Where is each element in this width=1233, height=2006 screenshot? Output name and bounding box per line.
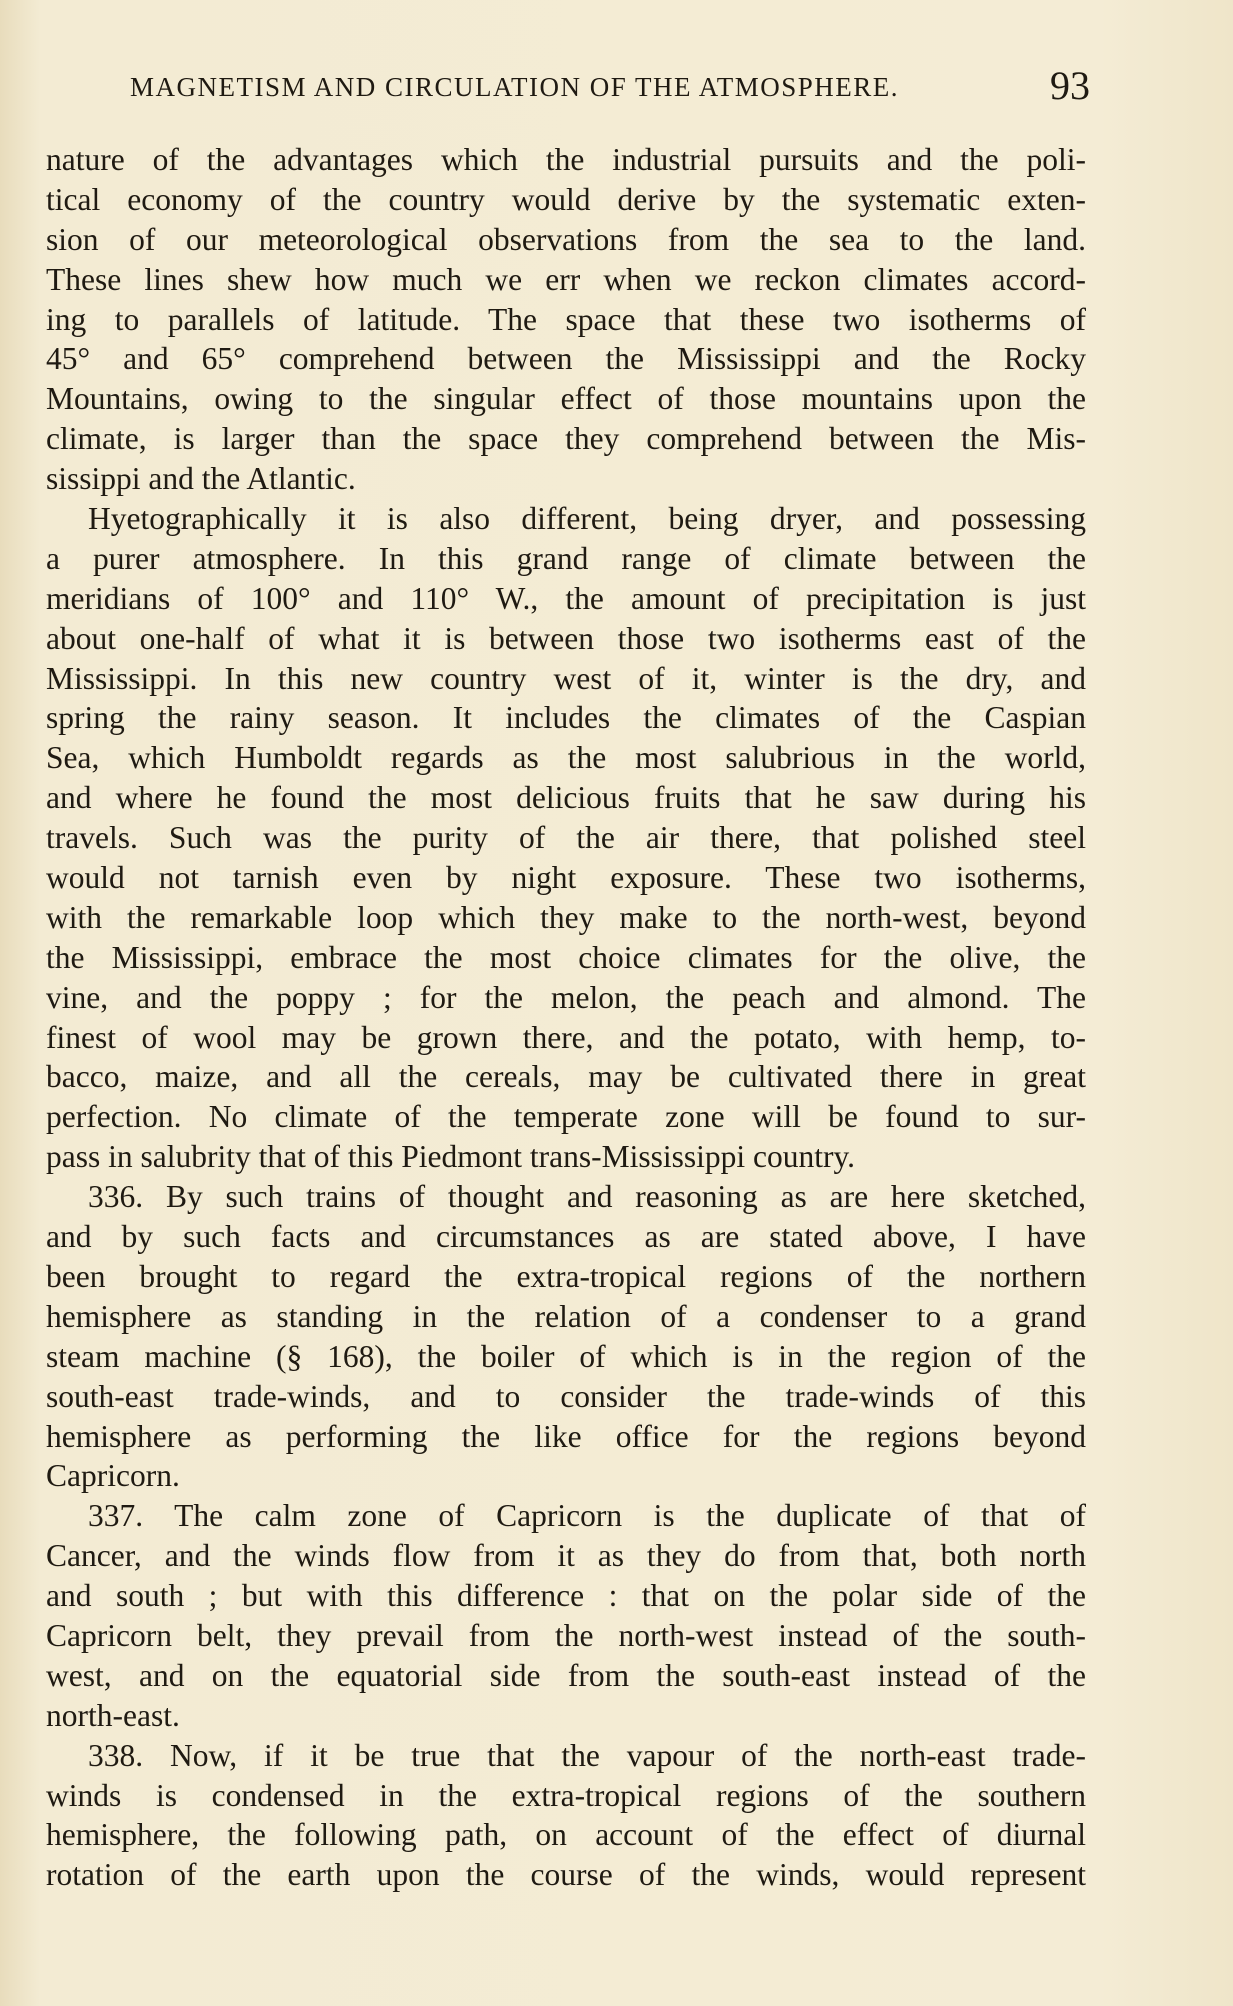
text-line: Sea, which Humboldt regards as the most salubrious in the world, xyxy=(46,740,1086,776)
text-line: winds is condensed in the extra-tropical regions of the southern xyxy=(46,1777,1086,1813)
text-line: climate, is larger than the space they comprehend between the Mis- xyxy=(46,421,1086,457)
text-line: about one-half of what it is between those two isotherms east of the xyxy=(46,620,1086,656)
text-line: a purer atmosphere. In this grand range of climate between the xyxy=(46,540,1086,576)
text-line: with the remarkable loop which they make to the north-west, beyond xyxy=(46,899,1086,935)
text-line: hemisphere as performing the like office for the regions beyond xyxy=(46,1418,1086,1454)
running-title: MAGNETISM AND CIRCULATION OF THE ATMOSPHERE. xyxy=(130,72,900,102)
text-line: west, and on the equatorial side from the south-east instead of the xyxy=(46,1657,1086,1693)
text-line: tical economy of the country would derive by the systematic exten- xyxy=(46,181,1086,217)
text-line: Capricorn. xyxy=(46,1458,180,1494)
running-head xyxy=(130,62,1090,112)
text-line: and by such facts and circumstances as are stated above, I have xyxy=(46,1219,1086,1255)
text-line: sion of our meteorological observations from the sea to the land. xyxy=(46,221,1086,257)
text-line: 337. The calm zone of Capricorn is the duplicate of that of xyxy=(88,1498,1086,1534)
text-line: hemisphere as standing in the relation of a condenser to a grand xyxy=(46,1298,1086,1334)
text-line: travels. Such was the purity of the air there, that polished steel xyxy=(46,820,1086,856)
page-number: 93 xyxy=(1050,63,1090,108)
text-line: perfection. No climate of the temperate zone will be found to sur- xyxy=(46,1099,1086,1135)
text-line: 336. By such trains of thought and reasoning as are here sketched, xyxy=(88,1179,1086,1215)
text-line: finest of wool may be grown there, and the potato, with hemp, to- xyxy=(46,1019,1086,1055)
text-line: north-east. xyxy=(46,1697,180,1733)
text-line: Capricorn belt, they prevail from the north-west instead of the south- xyxy=(46,1617,1086,1653)
text-line: and south ; but with this difference : that on the polar side of the xyxy=(46,1578,1086,1614)
text-line: meridians of 100° and 110° W., the amount of precipitation is just xyxy=(46,580,1086,616)
text-line: south-east trade-winds, and to consider the trade-winds of this xyxy=(46,1378,1086,1414)
text-line: steam machine (§ 168), the boiler of which is in the region of the xyxy=(46,1338,1086,1374)
text-line: vine, and the poppy ; for the melon, the peach and almond. The xyxy=(46,979,1086,1015)
text-line: 45° and 65° comprehend between the Mississippi and the Rocky xyxy=(46,341,1086,377)
text-line: bacco, maize, and all the cereals, may be cultivated there in great xyxy=(46,1059,1086,1095)
text-line: hemisphere, the following path, on account of the effect of diurnal xyxy=(46,1817,1086,1853)
text-line: 338. Now, if it be true that the vapour of the north-east trade- xyxy=(88,1737,1086,1773)
text-line: Mountains, owing to the singular effect of those mountains upon the xyxy=(46,381,1086,417)
text-line: spring the rainy season. It includes the climates of the Caspian xyxy=(46,700,1086,736)
text-line: ing to parallels of latitude. The space that these two isotherms of xyxy=(46,301,1086,337)
text-line: These lines shew how much we err when we reckon climates accord- xyxy=(46,261,1086,297)
text-line: sissippi and the Atlantic. xyxy=(46,461,356,497)
text-line: Cancer, and the winds flow from it as they do from that, both north xyxy=(46,1538,1086,1574)
text-line: been brought to regard the extra-tropical regions of the northern xyxy=(46,1258,1086,1294)
text-line: nature of the advantages which the industrial pursuits and the poli- xyxy=(46,142,1086,177)
text-line: Mississippi. In this new country west of it, winter is the dry, and xyxy=(46,660,1086,696)
text-line: would not tarnish even by night exposure. These two isotherms, xyxy=(46,860,1086,896)
body-text xyxy=(46,140,1086,1895)
text-line: the Mississippi, embrace the most choice climates for the olive, the xyxy=(46,939,1086,975)
text-line: rotation of the earth upon the course of the winds, would represent xyxy=(46,1857,1086,1893)
text-line: Hyetographically it is also different, being dryer, and possessing xyxy=(88,501,1086,537)
text-line: pass in salubrity that of this Piedmont trans-Mississippi country. xyxy=(46,1139,856,1175)
text-line: and where he found the most delicious fruits that he saw during his xyxy=(46,780,1086,816)
